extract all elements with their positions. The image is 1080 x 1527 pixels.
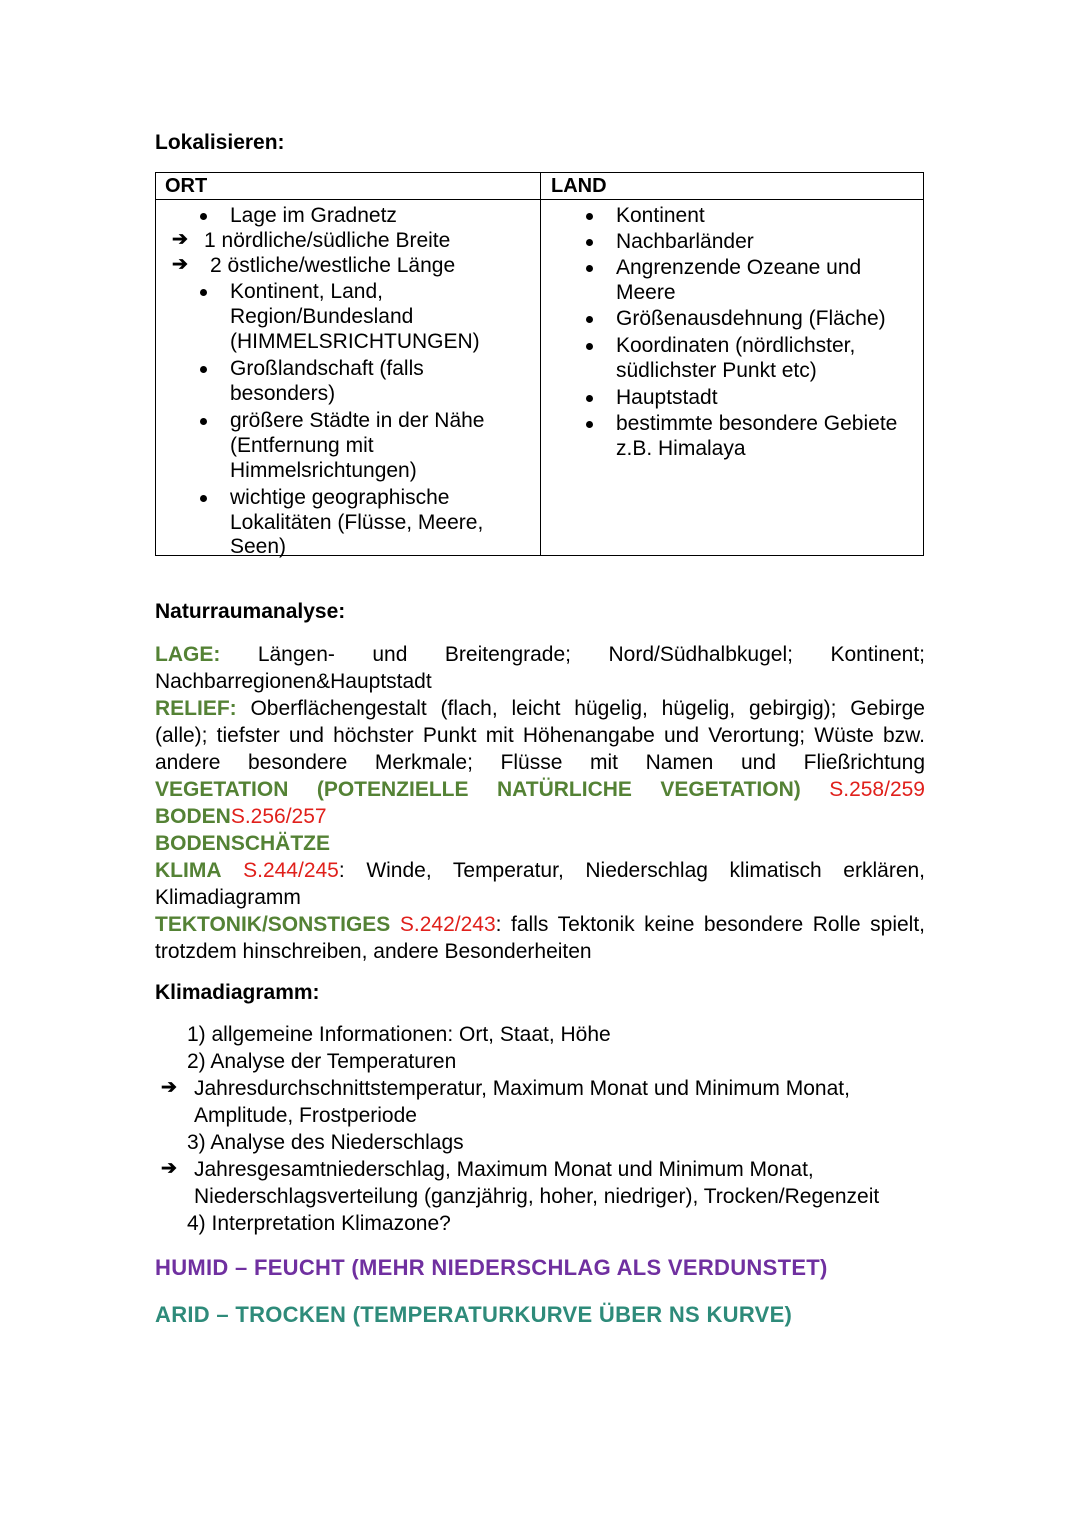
land-item: südlichster Punkt etc) (616, 359, 817, 382)
land-item: Nachbarländer (616, 230, 754, 253)
ort-item: besonders) (230, 382, 336, 405)
right-arrow-icon: ➔ (172, 254, 188, 275)
bullet-dot-icon (200, 289, 207, 296)
klimadiagramm-item-2: 2) Analyse der Temperaturen (187, 1050, 457, 1073)
naturraum-section (155, 641, 925, 965)
table-header-divider (156, 199, 923, 200)
niederschlag-details-2: Niederschlagsverteilung (ganzjährig, hoher, niedriger), Trocken/Regenzeit (194, 1185, 880, 1208)
land-item: z.B. Himalaya (616, 437, 746, 460)
land-item: Hauptstadt (616, 386, 718, 409)
ort-item: Seen) (230, 535, 287, 558)
vegetation-page-ref: S.258/259 (829, 778, 925, 801)
lokalisieren-table (155, 172, 924, 556)
klimadiagramm-item-4: 4) Interpretation Klimazone? (187, 1212, 451, 1235)
table-column-divider (540, 173, 541, 555)
ort-item: Region/Bundesland (230, 305, 414, 328)
bullet-dot-icon (586, 316, 593, 323)
vegetation-label: VEGETATION (POTENZIELLE NATÜRLICHE VEGETATION) (155, 778, 801, 801)
ort-item: größere Städte in der Nähe (230, 409, 485, 432)
ort-column-header: ORT (165, 175, 208, 197)
relief-line-3: andere besondere Merkmale; Flüsse mit Namen und Fließrichtung (155, 751, 925, 774)
klima-page-ref: S.244/245 (243, 859, 339, 882)
bullet-dot-icon (586, 421, 593, 428)
land-column-header: LAND (551, 175, 607, 197)
naturraum-heading: Naturraumanalyse: (155, 600, 346, 623)
ort-item: (Entfernung mit (230, 434, 374, 457)
tektonik-line: TEKTONIK/SONSTIGES S.242/243: falls Tektonik keine besondere Rolle spielt, (155, 913, 926, 936)
bullet-dot-icon (200, 366, 207, 373)
lage-line-2: Nachbarregionen&Hauptstadt (155, 670, 432, 693)
ort-item: wichtige geographische (230, 486, 450, 509)
lage-label: LAGE: (155, 643, 221, 666)
relief-label: RELIEF: (155, 697, 237, 720)
right-arrow-icon: ➔ (172, 229, 188, 250)
ort-item: (HIMMELSRICHTUNGEN) (230, 330, 480, 353)
bullet-dot-icon (586, 239, 593, 246)
vegetation-line (155, 776, 925, 803)
klima-line: KLIMA S.244/245: Winde, Temperatur, Niederschlag klimatisch erklären, (155, 859, 926, 882)
bodenschaetze-label: BODENSCHÄTZE (155, 832, 331, 855)
boden-line (155, 803, 925, 830)
bullet-dot-icon (200, 418, 207, 425)
bullet-dot-icon (586, 395, 593, 402)
land-item: Angrenzende Ozeane und (616, 256, 862, 279)
ort-item: Großlandschaft (falls (230, 357, 424, 380)
klima-line-2: Klimadiagramm (155, 886, 301, 909)
ort-item: Lokalitäten (Flüsse, Meere, (230, 511, 484, 534)
temperatur-details-2: Amplitude, Frostperiode (194, 1104, 417, 1127)
land-item: Koordinaten (nördlichster, (616, 334, 856, 357)
land-item: Größenausdehnung (Fläche) (616, 307, 886, 330)
relief-line: RELIEF: Oberflächengestalt (flach, leicht hügelig, hügelig, gebirgig); Gebirge (155, 697, 925, 720)
arid-definition: ARID – TROCKEN (TEMPERATURKURVE ÜBER NS KURVE) (155, 1302, 793, 1327)
klima-label: KLIMA (155, 859, 222, 882)
ort-item: 1 nördliche/südliche Breite (204, 229, 451, 252)
land-item: bestimmte besondere Gebiete (616, 412, 898, 435)
klimadiagramm-item-1: 1) allgemeine Informationen: Ort, Staat, Höhe (187, 1023, 611, 1046)
klimadiagramm-item-3: 3) Analyse des Niederschlags (187, 1131, 464, 1154)
ort-item: 2 östliche/westliche Länge (210, 254, 456, 277)
relief-line-2: (alle); tiefster und höchster Punkt mit Höhenangabe und Verortung; Wüste bzw. (155, 724, 925, 747)
land-item: Kontinent (616, 204, 705, 227)
bullet-dot-icon (586, 213, 593, 220)
klimadiagramm-heading: Klimadiagramm: (155, 981, 320, 1004)
niederschlag-details: Jahresgesamtniederschlag, Maximum Monat und Minimum Monat, (194, 1158, 814, 1181)
boden-label: BODEN (155, 805, 231, 828)
right-arrow-icon: ➔ (161, 1077, 177, 1098)
tektonik-page-ref: S.242/243 (399, 913, 496, 936)
temperatur-details: Jahresdurchschnittstemperatur, Maximum Monat und Minimum Monat, (194, 1077, 850, 1100)
bullet-dot-icon (586, 265, 593, 272)
bullet-dot-icon (586, 343, 593, 350)
lokalisieren-heading: Lokalisieren: (155, 131, 285, 154)
ort-item: Kontinent, Land, (230, 280, 383, 303)
bullet-dot-icon (200, 495, 207, 502)
right-arrow-icon: ➔ (161, 1158, 177, 1179)
bullet-dot-icon (200, 213, 207, 220)
humid-definition: HUMID – FEUCHT (MEHR NIEDERSCHLAG ALS VERDUNSTET) (155, 1255, 828, 1280)
lage-line: LAGE: Längen- und Breitengrade; Nord/Südhalbkugel; Kontinent; (155, 643, 926, 666)
ort-item: Lage im Gradnetz (230, 204, 397, 227)
land-item: Meere (616, 281, 676, 304)
tektonik-line-2: trotzdem hinschreiben, andere Besonderheiten (155, 940, 592, 963)
tektonik-label: TEKTONIK/SONSTIGES (155, 913, 391, 936)
ort-item: Himmelsrichtungen) (230, 459, 417, 482)
boden-page-ref: S.256/257 (230, 805, 327, 828)
